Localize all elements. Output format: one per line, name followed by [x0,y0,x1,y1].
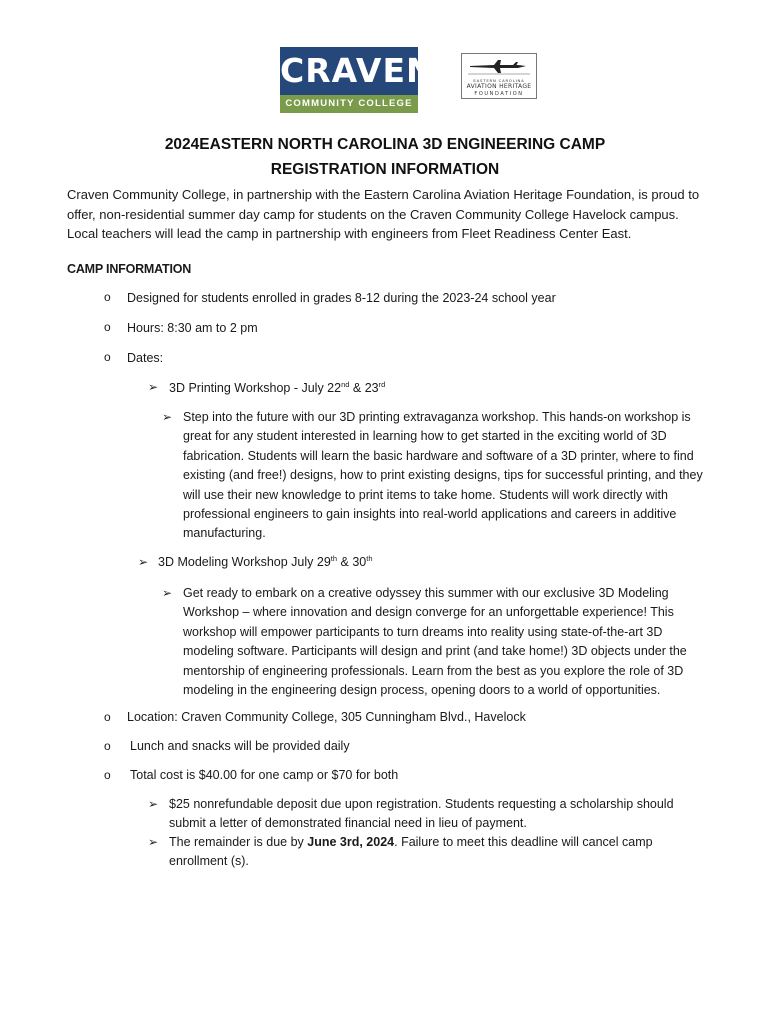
bullet-hours: Hours: 8:30 am to 2 pm [127,321,258,335]
remainder-deadline: June 3rd, 2024 [307,835,395,849]
workshop2-title-a: 3D Modeling Workshop July 29 [158,555,331,569]
bullet-location: Location: Craven Community College, 305 Cunningham Blvd., Havelock [127,710,526,724]
remainder-text-a: The remainder is due by [169,835,308,849]
arrow-bullet-icon: ➢ [162,586,173,600]
arrow-bullet-icon: ➢ [148,835,159,849]
workshop1-sup-b: rd [378,380,386,389]
workshop1-sup-a: nd [341,380,350,389]
jet-icon [468,57,530,77]
deposit-note: $25 nonrefundable deposit due upon registration. Students requesting a scholarship should submit a letter of demonstrated financial need in lieu of payment. [169,797,674,831]
hollow-bullet-icon: o [104,350,111,364]
hollow-bullet-icon: o [104,739,111,753]
arrow-bullet-icon: ➢ [138,555,149,569]
workshop1-title-b: & 23 [349,381,379,395]
bullet-lunch: Lunch and snacks will be provided daily [130,739,350,753]
workshop2-description: Get ready to embark on a creative odyssey this summer with our exclusive 3D Modeling Workshop – where innovation and design converge for an unforgettable experience! This workshop will empower participants to turn dreams into reality using state-of-the-art 3D modeling software. Participants will design and print (and take home!) 3D objects under the mentorship of engineering professionals. Learn from the best as you explore the role of 3D modeling in the engineering design process, opening doors to a world of opportunities. [183,586,687,698]
bullet-dates: Dates: [127,351,164,365]
arrow-bullet-icon: ➢ [148,380,159,394]
ecahf-line1: EASTERN CAROLINA [473,78,525,83]
arrow-bullet-icon: ➢ [148,797,159,811]
workshop2-title [158,553,373,573]
intro-paragraph: Craven Community College, in partnership with the Eastern Carolina Aviation Heritage Foundation, is proud to offer, non-residential summer day camp for students on the Craven Community College Havelock campus. Local teachers will lead the camp in partnership with engineers from Fleet Readiness Center East. [67,187,700,241]
ecahf-logo [461,53,537,99]
document-title: 2024EASTERN NORTH CAROLINA 3D ENGINEERING CAMP [164,136,606,153]
hollow-bullet-icon: o [104,710,111,724]
bullet-cost: Total cost is $40.00 for one camp or $70 for both [130,768,399,782]
section-heading: CAMP INFORMATION [67,262,192,276]
remainder-text-b: . Failure to meet this deadline will cancel camp enrollment (s). [169,835,653,869]
workshop2-sup-b: th [366,554,373,563]
workshop1-title-a: 3D Printing Workshop - July 22 [169,381,342,395]
bullet-grades: Designed for students enrolled in grades 8-12 during the 2023-24 school year [127,291,556,305]
hollow-bullet-icon: o [104,320,111,334]
workshop1-title [169,379,385,399]
document-subtitle: REGISTRATION INFORMATION [270,161,500,178]
remainder-note [169,833,689,872]
hollow-bullet-icon: o [104,768,111,782]
workshop2-sup-a: th [330,554,338,563]
header-logos [0,47,770,113]
arrow-bullet-icon: ➢ [162,410,173,424]
craven-logo-subtitle: COMMUNITY COLLEGE [280,95,418,113]
hollow-bullet-icon: o [104,290,111,304]
ecahf-line2: AVIATION HERITAGE [466,83,532,90]
craven-logo-name: CRAVEN [280,47,418,95]
workshop2-title-b: & 30 [337,555,367,569]
ecahf-line3: FOUNDATION [474,91,524,97]
workshop1-description: Step into the future with our 3D printing extravaganza workshop. This hands-on workshop is great for any student interested in learning how to get started in the exciting world of 3D fabrication. Students will learn the basic hardware and software of a 3D printer, where to find existing (and free!) designs, how to print existing designs, tips for successful printing, and they will use their new knowledge to print items to take home. Students will work directly with professional engineers to gain insights into real-world applications and careers in additive manufacturing. [183,410,703,541]
craven-logo [280,47,435,113]
